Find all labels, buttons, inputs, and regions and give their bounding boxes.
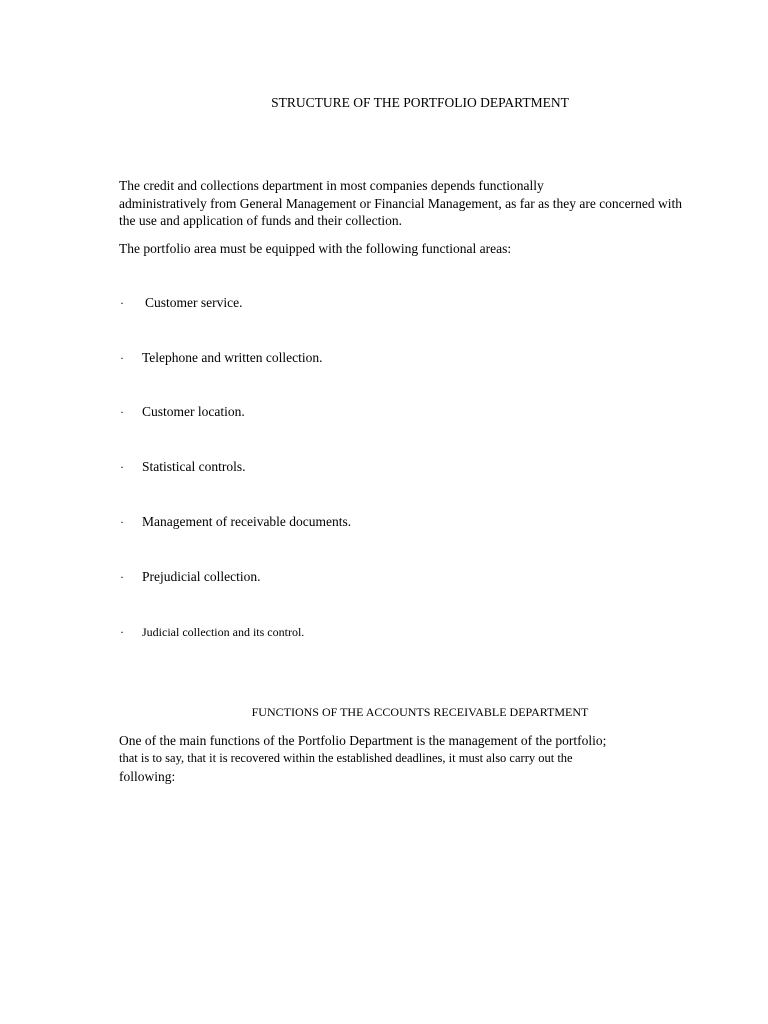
bullet-icon: · <box>120 625 124 639</box>
list-item-label: Customer service. <box>145 295 243 310</box>
bullet-icon: · <box>120 460 124 474</box>
bullet-icon: · <box>120 351 124 365</box>
section-title-functions: FUNCTIONS OF THE ACCOUNTS RECEIVABLE DEPARTMENT <box>251 705 589 719</box>
list-item-label: Telephone and written collection. <box>142 350 323 365</box>
paragraph-line: One of the main functions of the Portfolio Department is the management of the portfolio; <box>119 733 607 748</box>
paragraph-line: The credit and collections department in most companies depends functionally <box>119 178 544 193</box>
intro-text: The portfolio area must be equipped with the following functional areas: <box>119 241 512 256</box>
paragraph-line: administratively from General Management or Financial Management, as far as they are concerned with <box>119 196 683 211</box>
list-item-label: Customer location. <box>142 404 245 419</box>
list-item-label: Prejudicial collection. <box>142 569 261 584</box>
bullet-icon: · <box>120 296 124 310</box>
paragraph-line: that is to say, that it is recovered within the established deadlines, it must also carry out the <box>119 751 573 765</box>
bullet-icon: · <box>120 405 124 419</box>
section-title-structure: STRUCTURE OF THE PORTFOLIO DEPARTMENT <box>271 95 569 110</box>
bullet-icon: · <box>120 515 124 529</box>
bullet-icon: · <box>120 570 124 584</box>
paragraph-line: following: <box>119 769 176 784</box>
list-item-label: Judicial collection and its control. <box>142 625 305 639</box>
list-item-label: Management of receivable documents. <box>142 514 352 529</box>
list-item-label: Statistical controls. <box>142 459 246 474</box>
paragraph-line: the use and application of funds and their collection. <box>119 213 403 228</box>
